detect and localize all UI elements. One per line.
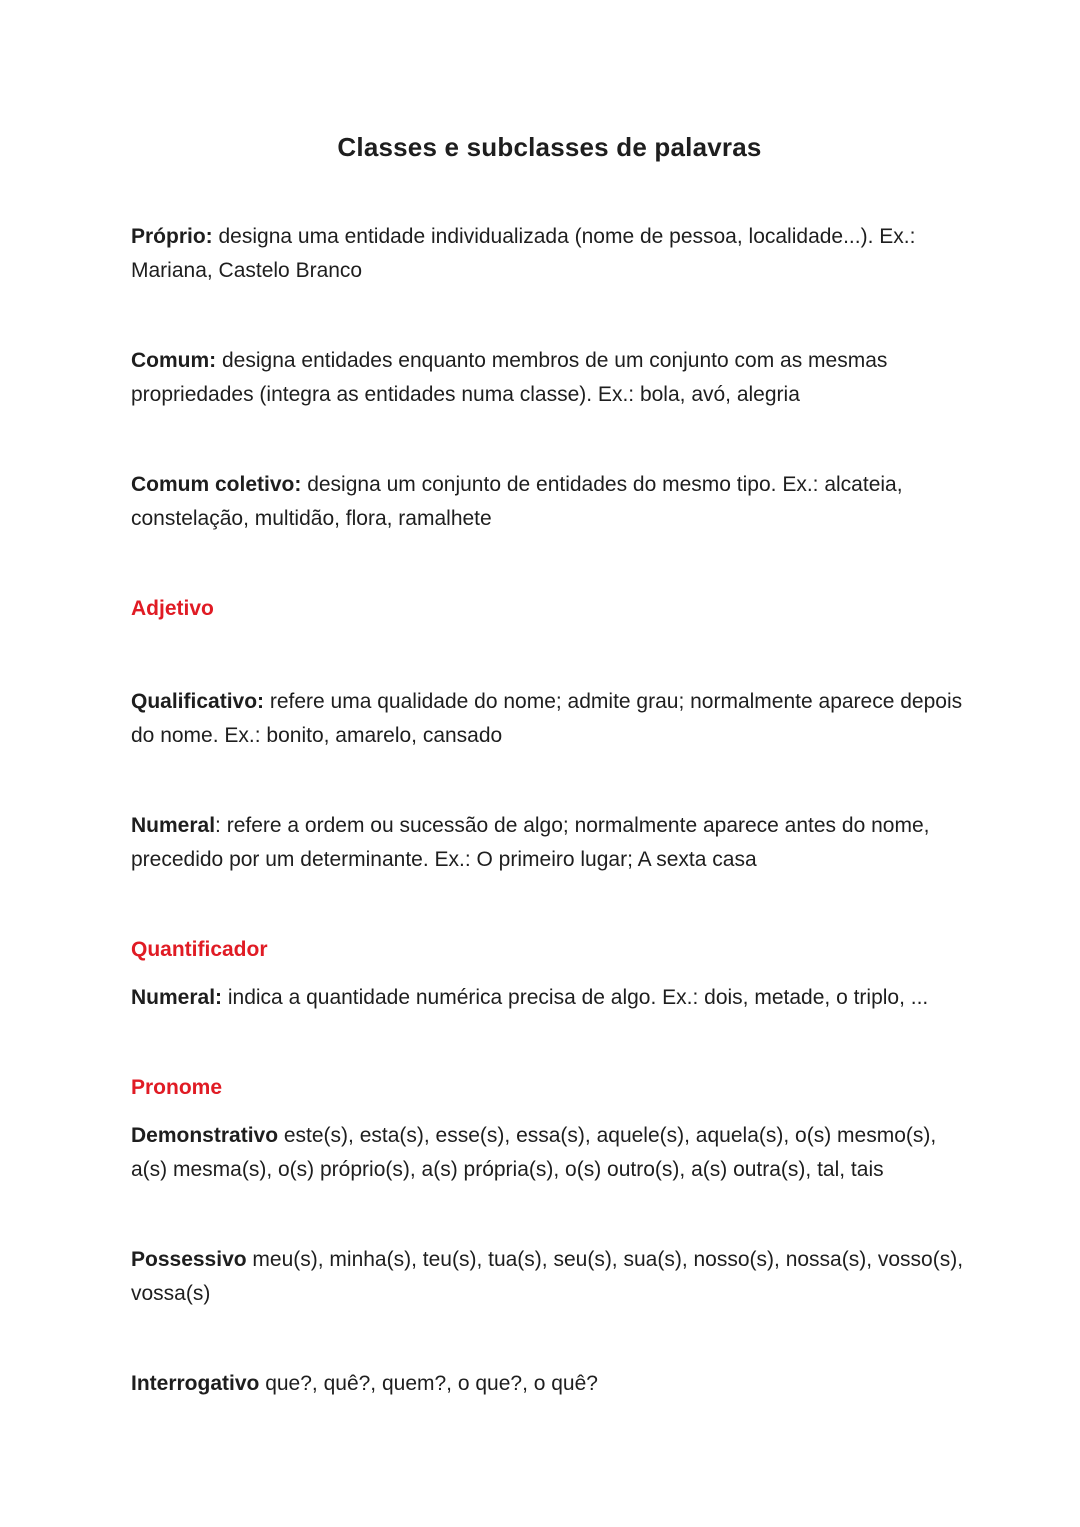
term-label: Próprio: <box>131 225 213 248</box>
definition-paragraph <box>131 1119 968 1187</box>
section-heading: Pronome <box>131 1076 223 1099</box>
term-definition: este(s), esta(s), esse(s), essa(s), aquele(s), aquela(s), o(s) mesmo(s), a(s) mesma(s), o(s) próprio(s), a(s) própria(s), o(s) outro(s), a(s) outra(s), tal, tais <box>131 1124 937 1181</box>
term-definition: que?, quê?, quem?, o que?, o quê? <box>259 1372 598 1395</box>
document-body <box>131 220 968 1401</box>
definition-paragraph <box>131 344 968 412</box>
term-definition: designa uma entidade individualizada (nome de pessoa, localidade...). Ex.: Mariana, Castelo Branco <box>131 225 916 282</box>
term-label: Qualificativo: <box>131 690 265 713</box>
term-definition: designa um conjunto de entidades do mesmo tipo. Ex.: alcateia, constelação, multidão, flora, ramalhete <box>131 473 903 530</box>
definition-paragraph <box>131 1367 968 1401</box>
term-label: Interrogativo <box>131 1372 260 1395</box>
definition-paragraph <box>131 468 968 536</box>
section-heading: Adjetivo <box>131 597 214 620</box>
section-heading: Quantificador <box>131 938 268 961</box>
term-definition: : refere a ordem ou sucessão de algo; normalmente aparece antes do nome, precedido por um determinante. Ex.: O primeiro lugar; A sexta casa <box>131 814 930 871</box>
term-label: Demonstrativo <box>131 1124 279 1147</box>
definition-paragraph <box>131 220 968 288</box>
definition-paragraph <box>131 685 968 753</box>
term-definition: indica a quantidade numérica precisa de algo. Ex.: dois, metade, o triplo, ... <box>222 986 929 1009</box>
term-label: Possessivo <box>131 1248 247 1271</box>
term-definition: refere uma qualidade do nome; admite grau; normalmente aparece depois do nome. Ex.: bonito, amarelo, cansado <box>131 690 963 747</box>
definition-paragraph <box>131 981 968 1015</box>
term-label: Comum: <box>131 349 217 372</box>
term-label: Comum coletivo: <box>131 473 302 496</box>
term-label: Numeral <box>131 814 216 837</box>
term-definition: designa entidades enquanto membros de um conjunto com as mesmas propriedades (integra as entidades numa classe). Ex.: bola, avó, alegria <box>131 349 888 406</box>
definition-paragraph <box>131 1243 968 1311</box>
term-definition: meu(s), minha(s), teu(s), tua(s), seu(s), sua(s), nosso(s), nossa(s), vosso(s), vossa(s) <box>131 1248 964 1305</box>
definition-paragraph <box>131 809 968 877</box>
term-label: Numeral: <box>131 986 223 1009</box>
document-title: Classes e subclasses de palavras <box>337 132 762 162</box>
